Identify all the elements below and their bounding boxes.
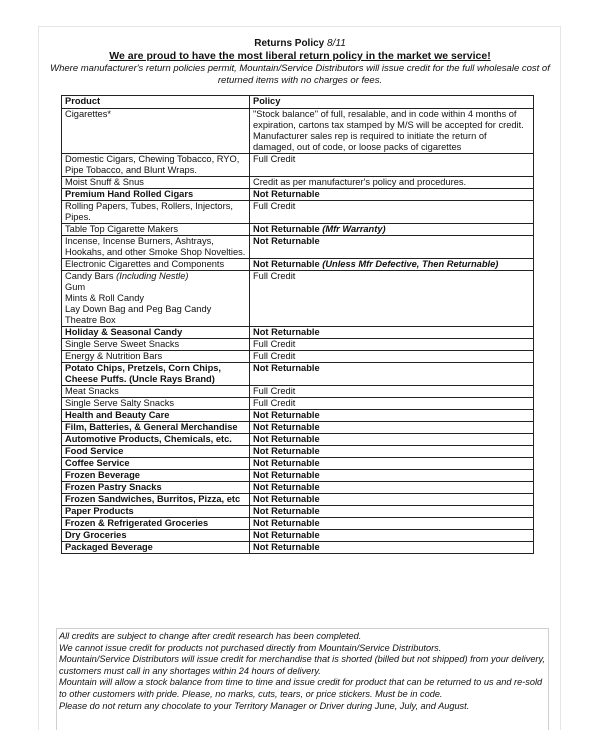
table-row xyxy=(62,482,534,494)
policy-text: Not Returnable xyxy=(253,506,320,516)
returns-policy-table xyxy=(61,95,534,554)
policy-text: Not Returnable xyxy=(253,224,320,234)
product-cell xyxy=(62,446,250,458)
product-text: Holiday & Seasonal Candy xyxy=(65,327,183,337)
product-cell xyxy=(62,327,250,339)
product-cell xyxy=(62,506,250,518)
policy-text: Full Credit xyxy=(253,398,296,408)
policy-cell xyxy=(250,224,534,236)
product-cell xyxy=(62,154,250,177)
product-cell xyxy=(62,470,250,482)
product-text: Packaged Beverage xyxy=(65,542,153,552)
product-cell xyxy=(62,494,250,506)
product-cell xyxy=(62,434,250,446)
policy-text: Full Credit xyxy=(253,339,296,349)
policy-cell xyxy=(250,422,534,434)
policy-text: Not Returnable xyxy=(253,259,320,269)
footer-notes xyxy=(56,628,549,730)
table-row xyxy=(62,470,534,482)
policy-cell xyxy=(250,189,534,201)
policy-cell xyxy=(250,470,534,482)
policy-cell xyxy=(250,530,534,542)
policy-text: Full Credit xyxy=(253,201,296,211)
product-text: Food Service xyxy=(65,446,124,456)
table-row xyxy=(62,363,534,386)
product-text: Frozen & Refrigerated Groceries xyxy=(65,518,209,528)
policy-cell xyxy=(250,327,534,339)
table-row xyxy=(62,386,534,398)
policy-cell xyxy=(250,542,534,554)
product-cell xyxy=(62,458,250,470)
product-cell xyxy=(62,236,250,259)
product-cell xyxy=(62,410,250,422)
policy-cell xyxy=(250,339,534,351)
table-row xyxy=(62,177,534,189)
product-text: Candy Bars xyxy=(65,271,117,281)
policy-cell xyxy=(250,363,534,386)
policy-text: Not Returnable xyxy=(253,434,320,444)
document-header xyxy=(40,38,560,87)
product-text: Single Serve Sweet Snacks xyxy=(65,339,180,349)
footer-line: We cannot issue credit for products not purchased directly from Mountain/Service Distributors. xyxy=(59,642,442,653)
product-text: Electronic Cigarettes and Components xyxy=(65,259,225,269)
policy-text: Not Returnable xyxy=(253,458,320,468)
title-version: 8/11 xyxy=(327,38,346,49)
table-row xyxy=(62,271,534,327)
table-row xyxy=(62,201,534,224)
product-cell xyxy=(62,201,250,224)
table-row xyxy=(62,259,534,271)
footer-line: All credits are subject to change after credit research has been completed. xyxy=(59,631,362,641)
policy-text: Not Returnable xyxy=(253,236,320,246)
policy-cell xyxy=(250,109,534,154)
product-text: Premium Hand Rolled Cigars xyxy=(65,189,194,199)
table-row xyxy=(62,410,534,422)
product-cell xyxy=(62,189,250,201)
page-title xyxy=(40,38,560,50)
policy-cell xyxy=(250,271,534,327)
policy-text: Credit as per manufacturer's policy and procedures. xyxy=(253,177,467,187)
product-cell xyxy=(62,530,250,542)
policy-text: Not Returnable xyxy=(253,482,320,492)
table-row xyxy=(62,109,534,154)
table-row xyxy=(62,154,534,177)
table-row xyxy=(62,398,534,410)
product-text: Cigarettes* xyxy=(65,109,111,119)
product-cell xyxy=(62,398,250,410)
policy-cell xyxy=(250,506,534,518)
product-cell xyxy=(62,259,250,271)
column-header-product: Product xyxy=(62,96,250,109)
table-row xyxy=(62,189,534,201)
product-text: Meat Snacks xyxy=(65,386,119,396)
product-text: Frozen Beverage xyxy=(65,470,140,480)
product-text: Film, Batteries, & General Merchandise xyxy=(65,422,238,432)
policy-text: Not Returnable xyxy=(253,446,320,456)
policy-text: Not Returnable xyxy=(253,530,320,540)
table-row xyxy=(62,494,534,506)
policy-cell xyxy=(250,518,534,530)
column-header-policy: Policy xyxy=(250,96,534,109)
product-text: Rolling Papers, Tubes, Rollers, Injectors, Pipes. xyxy=(65,201,233,222)
policy-cell xyxy=(250,434,534,446)
product-cell xyxy=(62,109,250,154)
policy-cell xyxy=(250,177,534,189)
product-text: Lay Down Bag and Peg Bag Candy xyxy=(65,304,212,314)
footer-line: Please do not return any chocolate to your Territory Manager or Driver during June, July, and August. xyxy=(59,700,470,711)
policy-cell xyxy=(250,398,534,410)
product-text: Coffee Service xyxy=(65,458,130,468)
policy-cell xyxy=(250,482,534,494)
product-text: (Including Nestle) xyxy=(116,271,189,281)
policy-text: Manufacturer sales rep is required to initiate the return of damaged, out of code, or loose packs of cigarettes xyxy=(253,131,487,152)
policy-text: Not Returnable xyxy=(253,542,320,552)
product-text: Frozen Sandwiches, Burritos, Pizza, etc xyxy=(65,494,241,504)
policy-text: Full Credit xyxy=(253,351,296,361)
table-row xyxy=(62,422,534,434)
table-row xyxy=(62,339,534,351)
table-row xyxy=(62,327,534,339)
product-text: Energy & Nutrition Bars xyxy=(65,351,163,361)
policy-text: Not Returnable xyxy=(253,470,320,480)
table-row xyxy=(62,434,534,446)
table-row xyxy=(62,458,534,470)
policy-cell xyxy=(250,446,534,458)
product-text: Health and Beauty Care xyxy=(65,410,170,420)
product-cell xyxy=(62,339,250,351)
title-text: Returns Policy xyxy=(254,38,325,49)
product-cell xyxy=(62,224,250,236)
table-row xyxy=(62,224,534,236)
policy-cell xyxy=(250,410,534,422)
product-text: Dry Groceries xyxy=(65,530,127,540)
product-cell xyxy=(62,518,250,530)
policy-text: "Stock balance" of full, resalable, and in code within 4 months of expiration, cartons tax stamped by M/S will be accepted for credit. xyxy=(253,109,524,130)
product-text: Single Serve Salty Snacks xyxy=(65,398,175,408)
policy-cell xyxy=(250,201,534,224)
product-cell xyxy=(62,271,250,327)
product-text: Paper Products xyxy=(65,506,134,516)
product-cell xyxy=(62,542,250,554)
table-header-row xyxy=(62,96,534,109)
product-text: Frozen Pastry Snacks xyxy=(65,482,162,492)
policy-text: Full Credit xyxy=(253,154,296,164)
product-text: Automotive Products, Chemicals, etc. xyxy=(65,434,232,444)
policy-cell xyxy=(250,351,534,363)
table-row xyxy=(62,506,534,518)
table-row xyxy=(62,542,534,554)
product-text: Table Top Cigarette Makers xyxy=(65,224,178,234)
footer-line: Mountain/Service Distributors will issue credit for merchandise that is shorted (billed but not shipped) from your delivery, customers must call in any shortages within 24 hours of delivery. xyxy=(59,654,545,676)
table-row xyxy=(62,236,534,259)
product-cell xyxy=(62,482,250,494)
product-text: Incense, Incense Burners, Ashtrays, Hookahs, and other Smoke Shop Novelties. xyxy=(65,236,246,257)
product-cell xyxy=(62,177,250,189)
policy-text: Full Credit xyxy=(253,386,296,396)
policy-text: Full Credit xyxy=(253,271,296,281)
policy-text: Not Returnable xyxy=(253,327,320,337)
product-text: Moist Snuff & Snus xyxy=(65,177,144,187)
policy-text: (Unless Mfr Defective, Then Returnable) xyxy=(319,259,499,269)
policy-cell xyxy=(250,458,534,470)
product-cell xyxy=(62,386,250,398)
policy-text: Not Returnable xyxy=(253,410,320,420)
policy-text: Not Returnable xyxy=(253,189,320,199)
policy-text: Not Returnable xyxy=(253,363,320,373)
table-row xyxy=(62,530,534,542)
policy-text: (Mfr Warranty) xyxy=(319,224,386,234)
product-text: Domestic Cigars, Chewing Tobacco, RYO, Pipe Tobacco, and Blunt Wraps. xyxy=(65,154,240,175)
footer-line: Mountain will allow a stock balance from time to time and issue credit for product that can be returned to us and re-sold to other customers with pride. Please, no marks, cuts, tears, or price stickers. Must be in code. xyxy=(59,677,543,699)
table-body xyxy=(62,109,534,554)
product-text: Mints & Roll Candy xyxy=(65,293,145,303)
policy-cell xyxy=(250,494,534,506)
table-row xyxy=(62,351,534,363)
table-row xyxy=(62,446,534,458)
product-cell xyxy=(62,422,250,434)
intro-text: Where manufacturer's return policies permit, Mountain/Service Distributors will issue credit for the full wholesale cost of returned items with no charges or fees. xyxy=(50,63,550,86)
page-subtitle: We are proud to have the most liberal return policy in the market we service! xyxy=(109,50,491,62)
policy-cell xyxy=(250,259,534,271)
product-text: Theatre Box xyxy=(65,315,116,325)
table-row xyxy=(62,518,534,530)
product-text: Potato Chips, Pretzels, Corn Chips, Cheese Puffs. (Uncle Rays Brand) xyxy=(65,363,221,384)
policy-cell xyxy=(250,386,534,398)
policy-text: Not Returnable xyxy=(253,518,320,528)
product-cell xyxy=(62,351,250,363)
policy-text: Not Returnable xyxy=(253,422,320,432)
policy-text: Not Returnable xyxy=(253,494,320,504)
product-cell xyxy=(62,363,250,386)
product-text: Gum xyxy=(65,282,86,292)
policy-cell xyxy=(250,236,534,259)
policy-cell xyxy=(250,154,534,177)
